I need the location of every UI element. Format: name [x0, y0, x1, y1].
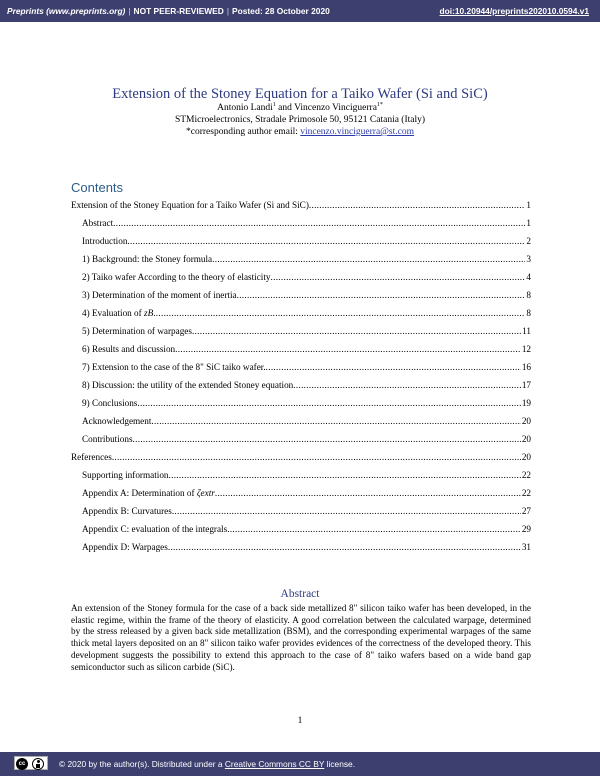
toc-leader — [212, 254, 525, 264]
toc-entry-label: 6) Results and discussion — [82, 344, 176, 354]
toc-entry[interactable] — [82, 488, 531, 500]
toc-page-number: 31 — [521, 542, 531, 552]
toc-entry-label: Contributions — [82, 434, 133, 444]
math-symbol: zB — [144, 308, 154, 318]
author-conjunction: and — [275, 103, 295, 113]
toc-leader — [133, 434, 521, 444]
toc-leader — [112, 452, 521, 462]
toc-entry-label-text: 4) Evaluation of — [82, 308, 144, 318]
toc-page-number: 16 — [521, 362, 531, 372]
affiliation: STMicroelectronics, Stradale Primosole 50, 95121 Catania (Italy) — [174, 115, 426, 125]
toc-leader — [153, 308, 525, 318]
abstract-body: An extension of the Stoney formula for the case of a back side metallized 8" silicon taiko wafer has been developed, in the elastic regime, within the frame of the theory of elasticity. A good correlation between the calculated warpage, determined by the stress released by a given back side metallization (BSM), and the corresponding experimental warpages of the same thick metal layers deposited on an 8" silicon taiko wafer provides evidences of the correctness of the developed theory. This development suggests the possibility to extend this approach to the case of 8" taiko wafers based on a wide band gap semiconductor such as silicon carbide (SiC). — [71, 603, 531, 672]
toc-page-number: 27 — [521, 506, 531, 516]
header-left — [7, 6, 330, 16]
toc-entry[interactable] — [82, 326, 531, 338]
toc-entry-label: Extension of the Stoney Equation for a Taiko Wafer (Si and SiC) — [71, 200, 309, 210]
toc-page-number: 11 — [522, 326, 531, 336]
author-1: Antonio Landi — [217, 103, 273, 113]
cc-icon: cc — [16, 758, 28, 770]
toc-leader — [168, 542, 521, 552]
toc-entry-label: References — [71, 452, 112, 462]
toc-leader — [309, 200, 526, 210]
header-separator: | — [226, 6, 230, 16]
toc-entry[interactable] — [82, 290, 531, 302]
paper-title: Extension of the Stoney Equation for a Taiko Wafer (Si and SiC) — [112, 86, 488, 102]
abstract-heading: Abstract — [280, 588, 320, 600]
toc-page-number: 22 — [521, 470, 531, 480]
toc-entry[interactable] — [82, 524, 531, 536]
toc-leader — [271, 272, 526, 282]
toc-entry[interactable] — [82, 398, 531, 410]
toc-entry-label: 5) Determination of warpages — [82, 326, 192, 336]
toc-leader — [266, 362, 521, 372]
toc-page-number: 3 — [526, 254, 531, 264]
toc-page-number: 20 — [521, 434, 531, 444]
toc-leader — [137, 398, 520, 408]
toc-leader — [192, 326, 521, 336]
toc-page-number: 8 — [526, 290, 531, 300]
toc-leader — [127, 236, 525, 246]
license-text — [59, 759, 355, 769]
preprint-header-bar — [0, 0, 600, 22]
license-link[interactable]: Creative Commons CC BY — [224, 759, 325, 769]
toc-entry[interactable] — [71, 200, 531, 212]
toc-entry[interactable] — [71, 452, 531, 464]
license-footer-bar — [0, 752, 600, 776]
toc-entry-label: 8) Discussion: the utility of the extended Stoney equation — [82, 380, 294, 390]
toc-entry-label: 1) Background: the Stoney formula — [82, 254, 213, 264]
page-number: 1 — [297, 716, 303, 726]
toc-entry[interactable] — [82, 416, 531, 428]
toc-entry-label: Acknowledgement — [82, 416, 152, 426]
toc-entry[interactable] — [82, 380, 531, 392]
toc-entry[interactable] — [82, 470, 531, 482]
toc-leader — [113, 218, 525, 228]
toc-leader — [175, 344, 521, 354]
toc-page-number: 1 — [526, 200, 531, 210]
contents-heading: Contents — [71, 180, 124, 195]
toc-entry-label: Abstract — [82, 218, 114, 228]
license-text-suffix: license. — [324, 759, 356, 769]
toc-page-number: 29 — [521, 524, 531, 534]
toc-entry-label: Supporting information — [82, 470, 169, 480]
header-separator: | — [128, 6, 131, 16]
toc-entry-label: 9) Conclusions — [82, 398, 138, 408]
toc-page-number: 8 — [526, 308, 531, 318]
toc-page-number: 22 — [521, 488, 531, 498]
toc-leader — [151, 416, 520, 426]
toc-entry-label — [82, 308, 153, 318]
toc-page-number: 19 — [521, 398, 531, 408]
toc-entry[interactable] — [82, 362, 531, 374]
toc-entry-label: Appendix C: evaluation of the integrals — [82, 524, 228, 534]
toc-leader — [215, 488, 521, 498]
toc-page-number: 2 — [526, 236, 531, 246]
corresponding-author-line — [0, 127, 600, 137]
toc-entry-label: Introduction — [82, 236, 128, 246]
toc-page-number: 17 — [521, 380, 531, 390]
toc-entry-label — [82, 488, 215, 498]
site-link[interactable]: Preprints (www.preprints.org) — [7, 6, 126, 16]
toc-entry-label: 3) Determination of the moment of inertia — [82, 290, 237, 300]
license-text-prefix: © 2020 by the author(s). Distributed under a — [59, 759, 225, 769]
toc-leader — [169, 470, 521, 480]
by-person-icon — [32, 758, 44, 770]
author-2-affiliation-marker: 1* — [376, 101, 383, 108]
toc-leader — [237, 290, 526, 300]
toc-page-number: 20 — [521, 452, 531, 462]
toc-entry[interactable] — [82, 308, 531, 320]
toc-leader — [227, 524, 521, 534]
toc-entry[interactable] — [82, 236, 531, 248]
toc-entry[interactable] — [82, 254, 531, 266]
toc-entry-label: Appendix D: Warpages — [82, 542, 168, 552]
email-label: *corresponding author email: — [186, 127, 301, 137]
author-2: Vincenzo Vinciguerra — [294, 103, 377, 113]
toc-entry-label-text: Appendix A: Determination of — [82, 488, 197, 498]
toc-leader — [172, 506, 521, 516]
toc-leader — [293, 380, 521, 390]
toc-entry[interactable] — [82, 542, 531, 554]
posted-date: Posted: 28 October 2020 — [232, 6, 330, 16]
email-link[interactable]: vincenzo.vinciguerra@st.com — [300, 127, 414, 137]
toc-page-number: 1 — [526, 218, 531, 228]
author-1-affiliation-marker: 1 — [272, 101, 276, 108]
doi-link[interactable]: doi:10.20944/preprints202010.0594.v1 — [439, 6, 589, 16]
peer-review-status: NOT PEER-REVIEWED — [133, 6, 224, 16]
toc-entry-label: 2) Taiko wafer According to the theory of elasticity — [82, 272, 271, 282]
toc-entry[interactable] — [82, 272, 531, 284]
toc-page-number: 20 — [521, 416, 531, 426]
toc-entry[interactable] — [82, 506, 531, 518]
authors-line — [0, 103, 600, 113]
toc-page-number: 4 — [526, 272, 531, 282]
cc-by-icon[interactable] — [14, 756, 48, 770]
math-symbol: ζextr — [196, 488, 215, 498]
toc-entry[interactable] — [82, 218, 531, 230]
toc-page-number: 12 — [521, 344, 531, 354]
toc-entry[interactable] — [82, 434, 531, 446]
toc-entry-label: Appendix B: Curvatures — [82, 506, 172, 516]
toc-entry-label: 7) Extension to the case of the 8" SiC taiko wafer. — [82, 362, 266, 372]
toc-entry[interactable] — [82, 344, 531, 356]
